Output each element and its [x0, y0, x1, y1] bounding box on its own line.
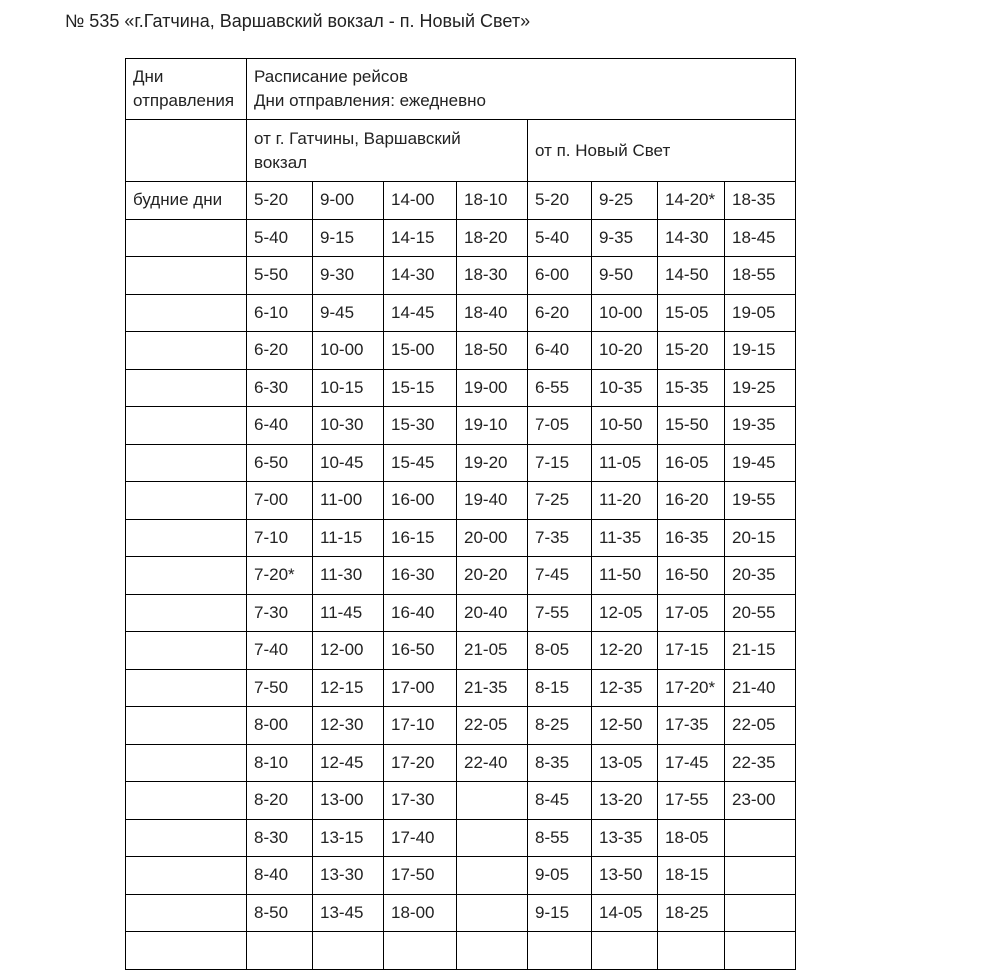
departure-time-gatchina: 13-00 [313, 782, 384, 820]
table-row [126, 219, 796, 257]
day-cell [126, 444, 247, 482]
departure-time-gatchina: 20-20 [457, 557, 528, 595]
table-row [126, 782, 796, 820]
departure-time-novy-svet: 21-40 [725, 669, 796, 707]
day-cell [126, 369, 247, 407]
departure-time-novy-svet [725, 932, 796, 970]
departure-time-gatchina: 13-45 [313, 894, 384, 932]
table-row [126, 369, 796, 407]
departure-time-novy-svet: 5-20 [528, 182, 592, 220]
day-cell [126, 707, 247, 745]
departure-time-novy-svet: 18-45 [725, 219, 796, 257]
departure-time-gatchina: 17-10 [384, 707, 457, 745]
day-cell [126, 669, 247, 707]
departure-time-gatchina: 7-40 [247, 632, 313, 670]
departure-time-gatchina: 21-05 [457, 632, 528, 670]
departure-time-gatchina: 6-40 [247, 407, 313, 445]
departure-time-novy-svet: 7-15 [528, 444, 592, 482]
departure-time-novy-svet: 11-05 [592, 444, 658, 482]
departure-time-novy-svet: 8-05 [528, 632, 592, 670]
departure-time-gatchina: 17-30 [384, 782, 457, 820]
day-cell [126, 819, 247, 857]
departure-time-gatchina: 8-50 [247, 894, 313, 932]
departure-time-novy-svet: 17-05 [658, 594, 725, 632]
departure-time-novy-svet: 8-35 [528, 744, 592, 782]
table-row [126, 857, 796, 895]
table-row [126, 257, 796, 295]
departure-time-novy-svet: 9-05 [528, 857, 592, 895]
departure-time-gatchina: 10-15 [313, 369, 384, 407]
departure-time-novy-svet: 19-25 [725, 369, 796, 407]
departure-time-gatchina: 18-30 [457, 257, 528, 295]
departure-time-novy-svet: 9-35 [592, 219, 658, 257]
departure-time-gatchina: 12-15 [313, 669, 384, 707]
day-cell [126, 894, 247, 932]
route-title: № 535 «г.Гатчина, Варшавский вокзал - п. Новый Свет» [65, 11, 531, 31]
day-cell [126, 932, 247, 970]
departure-time-gatchina: 17-40 [384, 819, 457, 857]
departure-time-gatchina [457, 782, 528, 820]
departure-time-novy-svet: 15-35 [658, 369, 725, 407]
departure-time-novy-svet: 18-55 [725, 257, 796, 295]
departure-time-novy-svet: 21-15 [725, 632, 796, 670]
day-cell [126, 744, 247, 782]
table-row [126, 444, 796, 482]
departure-time-gatchina: 17-50 [384, 857, 457, 895]
departure-time-novy-svet: 8-45 [528, 782, 592, 820]
departure-time-novy-svet: 7-25 [528, 482, 592, 520]
departure-time-gatchina: 11-30 [313, 557, 384, 595]
departure-time-novy-svet: 16-50 [658, 557, 725, 595]
departure-time-gatchina: 21-35 [457, 669, 528, 707]
departure-time-gatchina: 14-00 [384, 182, 457, 220]
departure-time-novy-svet: 17-55 [658, 782, 725, 820]
departure-time-novy-svet: 9-50 [592, 257, 658, 295]
schedule-header-cell [247, 59, 796, 120]
departure-time-gatchina: 10-00 [313, 332, 384, 370]
departure-time-gatchina: 12-30 [313, 707, 384, 745]
departure-time-gatchina: 8-10 [247, 744, 313, 782]
schedule-table [125, 58, 796, 970]
departure-time-novy-svet: 12-35 [592, 669, 658, 707]
table-row [126, 294, 796, 332]
departure-time-novy-svet: 7-05 [528, 407, 592, 445]
departure-time-novy-svet: 17-20* [658, 669, 725, 707]
day-cell [126, 257, 247, 295]
table-row [126, 744, 796, 782]
departure-time-novy-svet: 20-15 [725, 519, 796, 557]
departure-time-gatchina: 19-40 [457, 482, 528, 520]
table-row [126, 482, 796, 520]
days-header-line-1: Дни [133, 67, 164, 86]
departure-time-gatchina: 8-40 [247, 857, 313, 895]
departure-time-gatchina: 19-20 [457, 444, 528, 482]
day-cell [126, 482, 247, 520]
table-row [126, 632, 796, 670]
departure-time-novy-svet: 15-05 [658, 294, 725, 332]
departure-time-novy-svet: 14-30 [658, 219, 725, 257]
departure-time-novy-svet [725, 819, 796, 857]
departure-time-novy-svet: 18-15 [658, 857, 725, 895]
departure-time-novy-svet: 19-55 [725, 482, 796, 520]
departure-time-novy-svet: 17-15 [658, 632, 725, 670]
departure-time-gatchina: 15-30 [384, 407, 457, 445]
departure-time-gatchina: 18-10 [457, 182, 528, 220]
departure-time-novy-svet: 10-20 [592, 332, 658, 370]
departure-time-gatchina: 10-30 [313, 407, 384, 445]
day-cell [126, 557, 247, 595]
departure-time-gatchina: 6-30 [247, 369, 313, 407]
departure-time-novy-svet: 6-00 [528, 257, 592, 295]
departure-time-gatchina: 7-30 [247, 594, 313, 632]
day-cell [126, 219, 247, 257]
departure-time-novy-svet: 15-20 [658, 332, 725, 370]
table-row [126, 182, 796, 220]
departure-time-novy-svet: 11-50 [592, 557, 658, 595]
departure-time-novy-svet: 13-35 [592, 819, 658, 857]
departure-time-gatchina: 22-05 [457, 707, 528, 745]
departure-time-gatchina: 16-30 [384, 557, 457, 595]
departure-time-gatchina: 8-00 [247, 707, 313, 745]
departure-time-novy-svet: 13-05 [592, 744, 658, 782]
departure-time-novy-svet: 16-20 [658, 482, 725, 520]
departure-time-novy-svet [528, 932, 592, 970]
departure-time-novy-svet: 19-45 [725, 444, 796, 482]
departure-time-novy-svet: 8-25 [528, 707, 592, 745]
departure-time-novy-svet: 5-40 [528, 219, 592, 257]
departure-time-gatchina: 7-20* [247, 557, 313, 595]
departure-time-novy-svet: 17-35 [658, 707, 725, 745]
departure-time-novy-svet: 18-05 [658, 819, 725, 857]
departure-time-novy-svet: 8-15 [528, 669, 592, 707]
day-cell [126, 632, 247, 670]
departure-time-gatchina [457, 819, 528, 857]
departure-time-gatchina: 16-40 [384, 594, 457, 632]
departure-time-novy-svet: 18-35 [725, 182, 796, 220]
departure-time-novy-svet: 14-50 [658, 257, 725, 295]
days-header-line-2: отправления [133, 91, 235, 110]
departure-time-gatchina [457, 857, 528, 895]
direction-from-novy-svet: от п. Новый Свет [528, 120, 796, 182]
departure-time-gatchina: 12-45 [313, 744, 384, 782]
departure-time-gatchina [384, 932, 457, 970]
departure-time-novy-svet: 7-55 [528, 594, 592, 632]
departure-time-gatchina [313, 932, 384, 970]
departure-time-gatchina: 7-10 [247, 519, 313, 557]
departure-time-novy-svet [725, 894, 796, 932]
departure-time-gatchina: 17-00 [384, 669, 457, 707]
departure-time-novy-svet: 19-05 [725, 294, 796, 332]
table-row [126, 407, 796, 445]
day-cell [126, 594, 247, 632]
table-row [126, 332, 796, 370]
departure-time-novy-svet: 6-55 [528, 369, 592, 407]
day-cell [126, 294, 247, 332]
departure-time-novy-svet: 19-35 [725, 407, 796, 445]
departure-time-gatchina: 9-30 [313, 257, 384, 295]
table-row [126, 669, 796, 707]
departure-time-gatchina: 22-40 [457, 744, 528, 782]
departure-time-gatchina: 18-50 [457, 332, 528, 370]
departure-time-gatchina [247, 932, 313, 970]
departure-time-novy-svet: 11-20 [592, 482, 658, 520]
departure-time-gatchina: 18-00 [384, 894, 457, 932]
departure-time-gatchina: 15-00 [384, 332, 457, 370]
direction-from-gatchina-line-1: от г. Гатчины, Варшавский [254, 128, 461, 148]
departure-time-gatchina: 17-20 [384, 744, 457, 782]
empty-days-cell [126, 120, 247, 182]
day-cell [126, 407, 247, 445]
departure-time-gatchina [457, 894, 528, 932]
table-row [126, 894, 796, 932]
departure-time-novy-svet: 9-25 [592, 182, 658, 220]
departure-time-gatchina: 19-00 [457, 369, 528, 407]
departure-time-novy-svet: 17-45 [658, 744, 725, 782]
departure-time-novy-svet: 18-25 [658, 894, 725, 932]
departure-time-gatchina: 9-00 [313, 182, 384, 220]
table-row [126, 819, 796, 857]
days-header-cell [126, 59, 247, 120]
departure-time-novy-svet: 9-15 [528, 894, 592, 932]
departure-time-novy-svet: 13-50 [592, 857, 658, 895]
direction-from-gatchina [247, 120, 528, 182]
departure-time-novy-svet: 12-05 [592, 594, 658, 632]
departure-time-novy-svet: 6-40 [528, 332, 592, 370]
departure-time-gatchina: 16-15 [384, 519, 457, 557]
weekdays-label: будние дни [126, 182, 247, 220]
departure-time-gatchina: 7-50 [247, 669, 313, 707]
departure-time-novy-svet: 7-45 [528, 557, 592, 595]
departure-time-gatchina: 6-10 [247, 294, 313, 332]
departure-time-novy-svet: 6-20 [528, 294, 592, 332]
table-row [126, 707, 796, 745]
departure-time-gatchina: 11-00 [313, 482, 384, 520]
schedule-header-line-2: Дни отправления: ежедневно [254, 91, 487, 110]
departure-time-gatchina: 6-50 [247, 444, 313, 482]
departure-time-novy-svet: 12-20 [592, 632, 658, 670]
departure-time-gatchina: 7-00 [247, 482, 313, 520]
departure-time-gatchina: 11-15 [313, 519, 384, 557]
departure-time-gatchina: 6-20 [247, 332, 313, 370]
departure-time-gatchina: 15-15 [384, 369, 457, 407]
departure-time-gatchina: 18-40 [457, 294, 528, 332]
departure-time-novy-svet: 10-00 [592, 294, 658, 332]
departure-time-gatchina: 8-30 [247, 819, 313, 857]
departure-time-novy-svet: 13-20 [592, 782, 658, 820]
departure-time-gatchina: 14-30 [384, 257, 457, 295]
departure-time-gatchina: 16-50 [384, 632, 457, 670]
departure-time-gatchina: 5-20 [247, 182, 313, 220]
departure-time-gatchina: 9-45 [313, 294, 384, 332]
departure-time-novy-svet: 14-20* [658, 182, 725, 220]
departure-time-novy-svet: 8-55 [528, 819, 592, 857]
departure-time-novy-svet: 16-05 [658, 444, 725, 482]
departure-time-novy-svet: 23-00 [725, 782, 796, 820]
departure-time-gatchina: 18-20 [457, 219, 528, 257]
departure-time-gatchina: 5-50 [247, 257, 313, 295]
day-cell [126, 332, 247, 370]
departure-time-gatchina: 9-15 [313, 219, 384, 257]
departure-time-novy-svet: 22-05 [725, 707, 796, 745]
header-row [126, 59, 796, 120]
departure-time-novy-svet: 22-35 [725, 744, 796, 782]
departure-time-novy-svet: 16-35 [658, 519, 725, 557]
departure-time-gatchina: 19-10 [457, 407, 528, 445]
direction-row [126, 120, 796, 182]
departure-time-novy-svet: 7-35 [528, 519, 592, 557]
departure-time-novy-svet: 19-15 [725, 332, 796, 370]
schedule-header-line-1: Расписание рейсов [254, 67, 409, 86]
table-row [126, 519, 796, 557]
departure-time-gatchina: 13-30 [313, 857, 384, 895]
table-row [126, 932, 796, 970]
departure-time-novy-svet: 15-50 [658, 407, 725, 445]
departure-time-gatchina: 15-45 [384, 444, 457, 482]
departure-time-novy-svet: 14-05 [592, 894, 658, 932]
departure-time-gatchina: 5-40 [247, 219, 313, 257]
departure-time-novy-svet [658, 932, 725, 970]
day-cell [126, 782, 247, 820]
departure-time-novy-svet: 11-35 [592, 519, 658, 557]
table-row [126, 557, 796, 595]
departure-time-novy-svet: 10-35 [592, 369, 658, 407]
day-cell [126, 857, 247, 895]
departure-time-novy-svet [592, 932, 658, 970]
departure-time-gatchina: 14-45 [384, 294, 457, 332]
departure-time-gatchina: 20-00 [457, 519, 528, 557]
departure-time-gatchina: 12-00 [313, 632, 384, 670]
table-row [126, 594, 796, 632]
departure-time-gatchina [457, 932, 528, 970]
departure-time-gatchina: 20-40 [457, 594, 528, 632]
departure-time-gatchina: 13-15 [313, 819, 384, 857]
departure-time-gatchina: 11-45 [313, 594, 384, 632]
departure-time-gatchina: 10-45 [313, 444, 384, 482]
departure-time-novy-svet: 20-35 [725, 557, 796, 595]
day-cell [126, 519, 247, 557]
departure-time-novy-svet: 12-50 [592, 707, 658, 745]
departure-time-novy-svet: 10-50 [592, 407, 658, 445]
direction-from-gatchina-line-2: вокзал [254, 152, 308, 172]
departure-time-gatchina: 8-20 [247, 782, 313, 820]
departure-time-gatchina: 16-00 [384, 482, 457, 520]
departure-time-novy-svet [725, 857, 796, 895]
departure-time-gatchina: 14-15 [384, 219, 457, 257]
departure-time-novy-svet: 20-55 [725, 594, 796, 632]
